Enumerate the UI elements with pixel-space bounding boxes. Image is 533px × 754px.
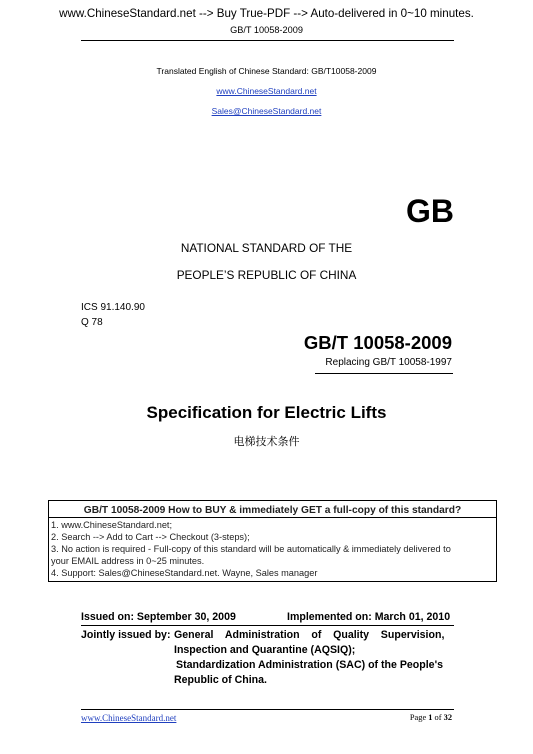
email-link[interactable]: Sales@ChineseStandard.net	[211, 106, 322, 116]
page-prefix: Page	[409, 713, 429, 722]
jointly-label: Jointly issued by:	[81, 629, 171, 641]
issued-on: Issued on: September 30, 2009	[81, 611, 236, 623]
page-total: 32	[443, 713, 452, 722]
page-of: of	[432, 713, 444, 722]
issuer-2-line-1: Standardization Administration (SAC) of the People's	[176, 659, 443, 671]
header-rule	[81, 40, 454, 41]
national-line-2: PEOPLE’S REPUBLIC OF CHINA	[176, 268, 357, 282]
buy-instructions-box	[48, 500, 497, 582]
website-link[interactable]: www.ChineseStandard.net	[216, 86, 317, 96]
title-cn: 电梯技术条件	[233, 435, 300, 448]
buy-box-divider	[49, 517, 496, 518]
buy-step-3-cont: your EMAIL address in 0~25 minutes.	[51, 556, 205, 566]
translated-line: Translated English of Chinese Standard: GB/T10058-2009	[156, 66, 377, 76]
issuer-2-line-2: Republic of China.	[174, 674, 267, 686]
q-code: Q 78	[81, 317, 103, 328]
title-en: Specification for Electric Lifts	[146, 403, 387, 422]
buy-step-4: 4. Support: Sales@ChineseStandard.net. Wayne, Sales manager	[51, 568, 318, 578]
footer-rule	[81, 709, 454, 710]
footer-website-link[interactable]: www.ChineseStandard.net	[81, 713, 177, 723]
standard-rule	[315, 373, 453, 374]
implemented-on: Implemented on: March 01, 2010	[287, 611, 451, 623]
ics-code: ICS 91.140.90	[81, 302, 145, 313]
buy-step-2: 2. Search --> Add to Cart --> Checkout (3-steps);	[51, 532, 250, 542]
gb-logo: GB	[406, 193, 454, 229]
header-doc-code: GB/T 10058-2009	[230, 25, 303, 35]
header-banner: www.ChineseStandard.net --> Buy True-PDF --> Auto-delivered in 0~10 minutes.	[59, 7, 474, 20]
buy-box-title: GB/T 10058-2009 How to BUY & immediately GET a full-copy of this standard?	[83, 505, 462, 516]
issued-rule	[81, 625, 454, 626]
standard-number: GB/T 10058-2009	[303, 332, 452, 353]
issuer-1-line-1: General Administration of Quality Supervision,	[174, 629, 445, 641]
buy-step-3: 3. No action is required - Full-copy of this standard will be automatically & immediately delivered to	[51, 544, 451, 554]
page-number: 1	[428, 713, 433, 722]
buy-step-1: 1. www.ChineseStandard.net;	[51, 520, 173, 530]
issuer-1-line-2: Inspection and Quarantine (AQSIQ);	[174, 644, 356, 656]
replacing-line: Replacing GB/T 10058-1997	[325, 357, 452, 368]
national-line-1: NATIONAL STANDARD OF THE	[180, 241, 353, 255]
footer-page-info	[410, 713, 452, 722]
